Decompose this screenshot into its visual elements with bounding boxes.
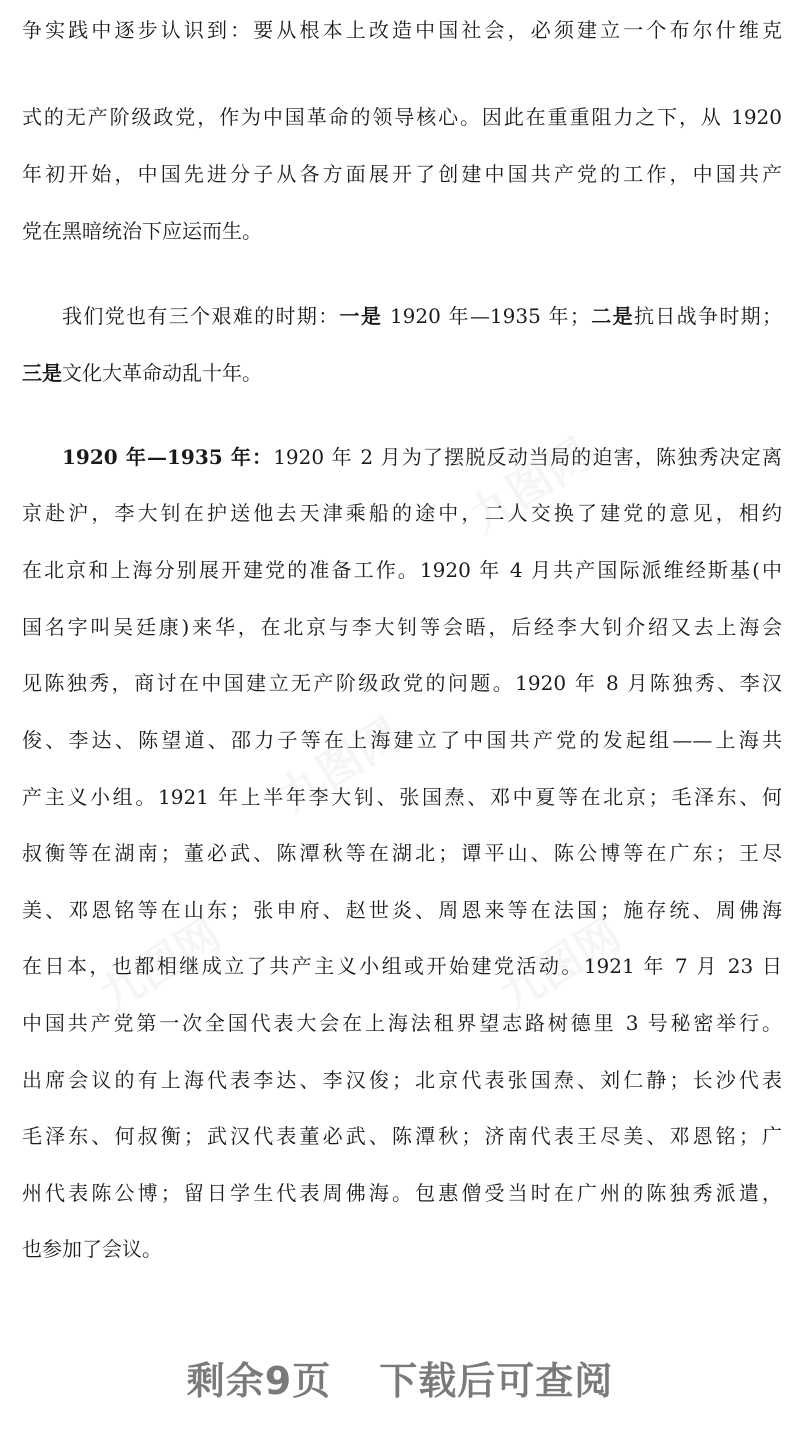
bold-label: 一是 xyxy=(339,304,383,328)
text-line: 党在黑暗统治下应运而生。 xyxy=(22,219,262,243)
text-line: 出席会议的有上海代表李达、李汉俊；北京代表张国焘、刘仁静；长沙代表 xyxy=(22,1068,782,1092)
remaining-pages-label: 剩余9页 xyxy=(186,1359,332,1403)
text-span: 抗日战争时期； xyxy=(633,304,783,328)
text-line: 争实践中逐步认识到：要从根本上改造中国社会，必须建立一个布尔什维克 xyxy=(22,18,782,42)
paragraph-periods-line xyxy=(22,303,782,329)
text-span: 文化大革命动乱十年。 xyxy=(62,361,262,385)
text-line: 京赴沪，李大钊在护送他去天津乘船的途中，二人交换了建党的意见，相约 xyxy=(22,501,782,525)
text-line: 中国共产党第一次全国代表大会在上海法租界望志路树德里 3 号秘密举行。 xyxy=(22,1011,782,1035)
section-heading: 1920 年—1935 年： xyxy=(62,445,274,469)
bold-label: 二是 xyxy=(589,304,634,328)
text-span: 1920 年—1935 年； xyxy=(382,304,590,328)
text-line: 州代表陈公博；留日学生代表周佛海。包惠僧受当时在广州的陈独秀派遣， xyxy=(22,1181,782,1205)
text-line: 俊、李达、陈望道、邵力子等在上海建立了中国共产党的发起组——上海共 xyxy=(22,728,782,752)
text-line: 见陈独秀，商讨在中国建立无产阶级政党的问题。1920 年 8 月陈独秀、李汉 xyxy=(22,671,782,695)
download-to-view-label: 下载后可查阅 xyxy=(379,1359,614,1403)
text-line: 也参加了会议。 xyxy=(22,1237,162,1261)
bold-label: 三是 xyxy=(22,361,62,385)
text-line: 在北京和上海分别展开建党的准备工作。1920 年 4 月共产国际派维经斯基(中 xyxy=(22,558,782,582)
text-line: 国名字叫吴廷康)来华，在北京与李大钊等会晤，后经李大钊介绍又去上海会 xyxy=(22,615,782,639)
watermark: 九图网 xyxy=(490,909,630,1023)
text-line: 叔衡等在湖南；董必武、陈潭秋等在湖北；谭平山、陈公博等在广东；王尽 xyxy=(22,841,782,865)
section-heading-line xyxy=(22,444,782,470)
text-line: 式的无产阶级政党，作为中国革命的领导核心。因此在重重阻力之下，从 1920 xyxy=(22,105,782,129)
text-span: 1920 年 2 月为了摆脱反动当局的迫害，陈独秀决定离 xyxy=(273,445,782,469)
watermark: 九图网 xyxy=(270,709,410,823)
watermark: 九图网 xyxy=(460,429,600,543)
watermark: 九图网 xyxy=(90,909,230,1023)
text-line: 年初开始，中国先进分子从各方面展开了创建中国共产党的工作，中国共产 xyxy=(22,162,782,186)
text-line: 产主义小组。1921 年上半年李大钊、张国焘、邓中夏等在北京；毛泽东、何 xyxy=(22,785,782,809)
text-span: 我们党也有三个艰难的时期： xyxy=(62,304,340,328)
text-line xyxy=(22,360,782,386)
text-line: 美、邓恩铭等在山东；张申府、赵世炎、周恩来等在法国；施存统、周佛海 xyxy=(22,898,782,922)
text-line: 在日本，也都相继成立了共产主义小组或开始建党活动。1921 年 7 月 23 日 xyxy=(22,954,782,978)
text-line: 毛泽东、何叔衡；武汉代表董必武、陈潭秋；济南代表王尽美、邓恩铭；广 xyxy=(22,1124,782,1148)
document-page xyxy=(22,0,782,1452)
download-prompt[interactable] xyxy=(0,1350,800,1405)
